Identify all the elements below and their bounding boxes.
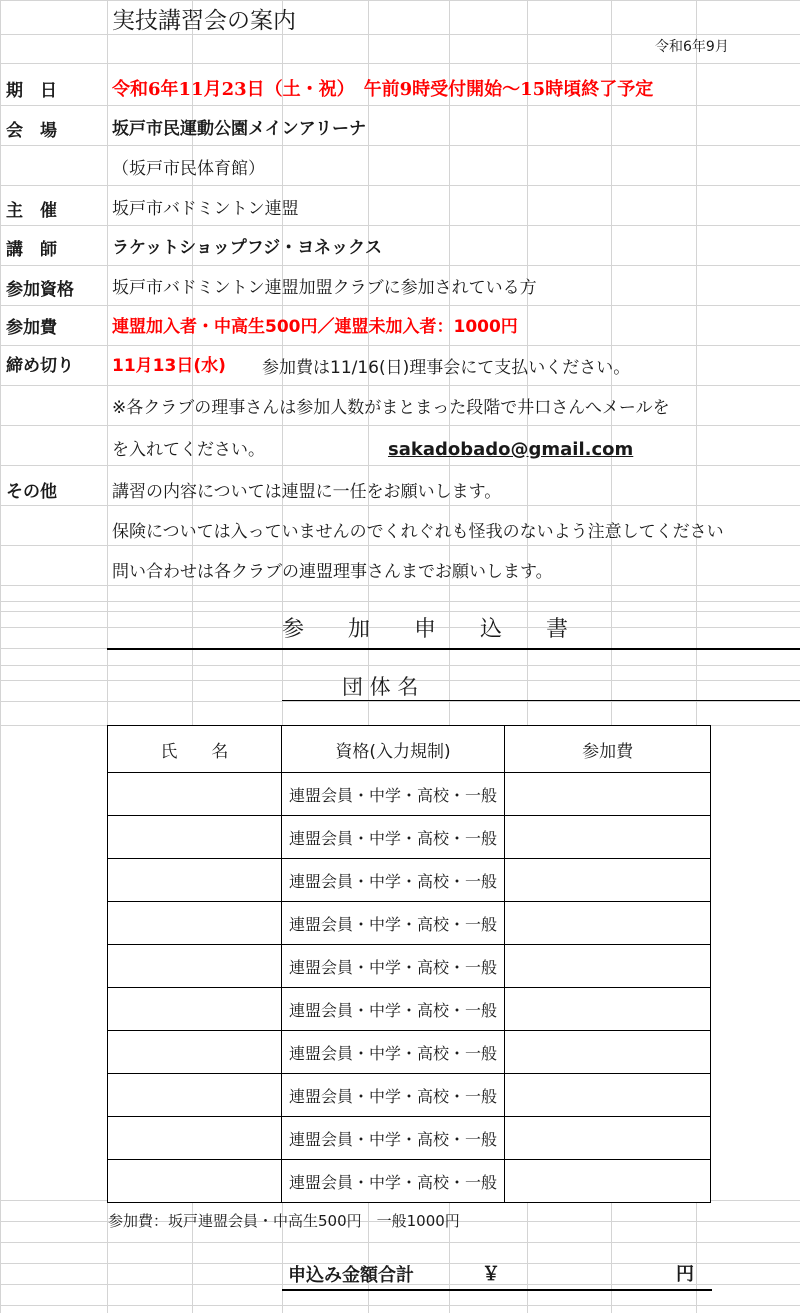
table-row <box>108 859 711 902</box>
qualification-select[interactable]: 連盟会員・中学・高校・一般 <box>281 773 505 816</box>
contact-email[interactable]: sakadobado@gmail.com <box>388 439 634 460</box>
fee-note: 参加費：坂戸連盟会員・中高生500円 一般1000円 <box>108 1212 460 1230</box>
instructor-value: ラケットショップフジ・ヨネックス <box>112 238 382 258</box>
fee-cell[interactable] <box>505 1160 711 1203</box>
group-name-underline <box>282 700 800 701</box>
label-fee: 参加費 <box>6 318 57 338</box>
column-header-name: 氏 名 <box>108 726 282 773</box>
fee-cell[interactable] <box>505 1031 711 1074</box>
fee-cell[interactable] <box>505 859 711 902</box>
table-row <box>108 1160 711 1203</box>
venue-sub-value: （坂戸市民体育館） <box>112 159 265 179</box>
fee-cell[interactable] <box>505 1074 711 1117</box>
note-line-1: ※各クラブの理事さんは参加人数がまとまった段階で井口さんへメールを <box>112 398 670 418</box>
table-header-row <box>108 726 711 773</box>
eligibility-value: 坂戸市バドミントン連盟加盟クラブに参加されている方 <box>112 278 537 298</box>
label-eligibility: 参加資格 <box>6 280 74 300</box>
name-cell[interactable] <box>108 1031 282 1074</box>
label-instructor: 講 師 <box>6 240 57 260</box>
name-cell[interactable] <box>108 945 282 988</box>
table-row <box>108 1031 711 1074</box>
label-venue: 会 場 <box>6 121 57 141</box>
qualification-select[interactable]: 連盟会員・中学・高校・一般 <box>281 859 505 902</box>
fee-cell[interactable] <box>505 816 711 859</box>
label-organizer: 主 催 <box>6 201 57 221</box>
name-cell[interactable] <box>108 859 282 902</box>
qualification-select[interactable]: 連盟会員・中学・高校・一般 <box>281 945 505 988</box>
table-row <box>108 1074 711 1117</box>
fee-cell[interactable] <box>505 1117 711 1160</box>
name-cell[interactable] <box>108 988 282 1031</box>
venue-value: 坂戸市民運動公園メインアリーナ <box>112 119 366 139</box>
table-row <box>108 988 711 1031</box>
table-row <box>108 945 711 988</box>
qualification-select[interactable]: 連盟会員・中学・高校・一般 <box>281 902 505 945</box>
name-cell[interactable] <box>108 1074 282 1117</box>
fee-cell[interactable] <box>505 988 711 1031</box>
yen-unit: 円 <box>676 1264 694 1285</box>
deadline-date: 11月13日(水) <box>112 356 226 376</box>
name-cell[interactable] <box>108 1117 282 1160</box>
table-row <box>108 902 711 945</box>
qualification-select[interactable]: 連盟会員・中学・高校・一般 <box>281 1031 505 1074</box>
name-cell[interactable] <box>108 773 282 816</box>
form-title-underline <box>107 648 800 650</box>
name-cell[interactable] <box>108 1160 282 1203</box>
label-other: その他 <box>6 482 57 502</box>
fee-cell[interactable] <box>505 902 711 945</box>
column-header-fee: 参加費 <box>505 726 711 773</box>
application-table <box>107 725 711 1203</box>
fee-cell[interactable] <box>505 945 711 988</box>
label-date: 期 日 <box>6 81 57 101</box>
event-date-value: 令和6年11月23日（土・祝） 午前9時受付開始～15時頃終了予定 <box>112 79 654 100</box>
issue-date: 令和6年9月 <box>655 39 729 55</box>
label-deadline: 締め切り <box>6 356 74 376</box>
total-amount-input[interactable] <box>505 1262 670 1286</box>
table-row <box>108 1117 711 1160</box>
other-line-2: 保険については入っていませんのでくれぐれも怪我のないよう注意してください <box>112 522 724 542</box>
deadline-note: 参加費は11/16(日)理事会にて支払いください。 <box>262 358 631 378</box>
application-form-title: 参 加 申 込 書 <box>282 617 569 642</box>
organizer-value: 坂戸市バドミントン連盟 <box>112 199 299 219</box>
page-title: 実技講習会の案内 <box>112 8 296 34</box>
qualification-select[interactable]: 連盟会員・中学・高校・一般 <box>281 1117 505 1160</box>
total-underline <box>282 1289 712 1291</box>
note-line-2: を入れてください。 <box>112 440 265 460</box>
fee-cell[interactable] <box>505 773 711 816</box>
name-cell[interactable] <box>108 902 282 945</box>
column-header-qualification: 資格(入力規制) <box>281 726 505 773</box>
group-name-label: 団 体 名 <box>342 675 419 699</box>
fee-value: 連盟加入者・中高生500円／連盟未加入者：1000円 <box>112 317 518 337</box>
qualification-select[interactable]: 連盟会員・中学・高校・一般 <box>281 1160 505 1203</box>
other-line-1: 講習の内容については連盟に一任をお願いします。 <box>112 482 502 502</box>
other-line-3: 問い合わせは各クラブの連盟理事さんまでお願いします。 <box>112 562 553 582</box>
table-row <box>108 816 711 859</box>
name-cell[interactable] <box>108 816 282 859</box>
table-row <box>108 773 711 816</box>
total-amount-label: 申込み金額合計 <box>288 1265 414 1286</box>
qualification-select[interactable]: 連盟会員・中学・高校・一般 <box>281 988 505 1031</box>
qualification-select[interactable]: 連盟会員・中学・高校・一般 <box>281 1074 505 1117</box>
qualification-select[interactable]: 連盟会員・中学・高校・一般 <box>281 816 505 859</box>
yen-mark: ￥ <box>482 1264 500 1285</box>
